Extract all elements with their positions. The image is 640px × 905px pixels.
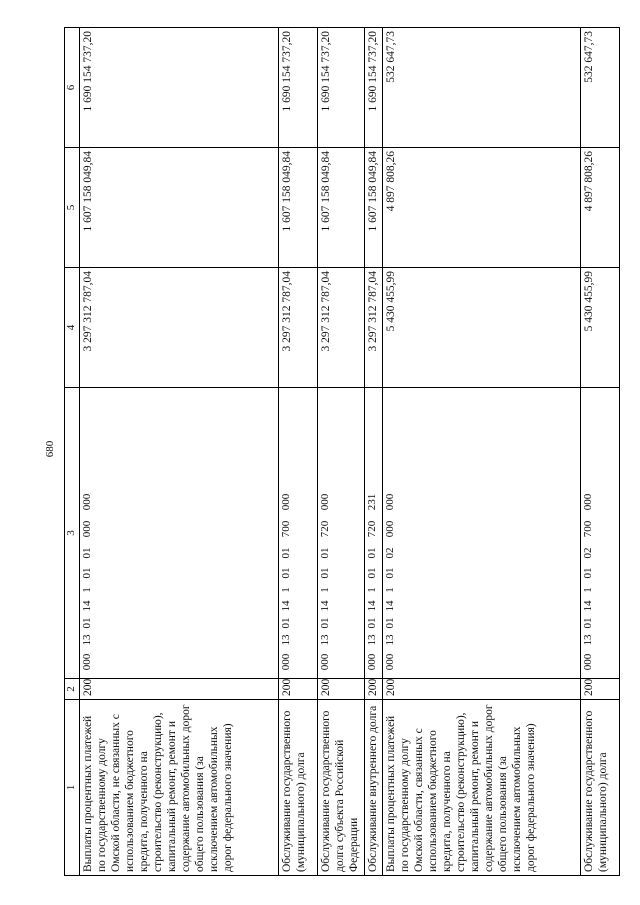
row-value-5: 1 607 158 049,84 — [278, 148, 317, 268]
row-budget-code: 00013011410101700000 — [278, 388, 317, 679]
column-header-3: 3 — [65, 388, 80, 679]
row-value-6: 1 690 154 737,20 — [278, 28, 317, 148]
column-header-4: 4 — [65, 268, 80, 388]
row-admin-code: 200 — [383, 679, 581, 700]
row-budget-code: 00013011410101000000 — [80, 388, 279, 679]
table-row — [383, 28, 581, 876]
row-value-5: 1 607 158 049,84 — [365, 148, 383, 268]
row-name: Обслуживание государственного (муниципального) долга — [278, 700, 317, 876]
row-value-4: 3 297 312 787,04 — [278, 268, 317, 388]
row-value-5: 1 607 158 049,84 — [317, 148, 364, 268]
row-name: Обслуживание государственного (муниципального) долга — [581, 700, 620, 876]
row-name: Выплаты процентных платежей по государственному долгу Омской области, не связанных с использованием бюджетного кредита, полученного на строительство (реконструкцию), капитальный ремонт, ремонт и содержание автомобильных дорог общего пользования (за исключением автомобильных дорог федерального значения) — [80, 700, 279, 876]
table-row — [365, 28, 383, 876]
row-admin-code: 200 — [317, 679, 364, 700]
row-value-6: 1 690 154 737,20 — [80, 28, 279, 148]
column-header-2: 2 — [65, 679, 80, 700]
column-header-5: 5 — [65, 148, 80, 268]
row-admin-code: 200 — [80, 679, 279, 700]
table-row — [581, 28, 620, 876]
row-value-6: 1 690 154 737,20 — [317, 28, 364, 148]
row-value-4: 3 297 312 787,04 — [80, 268, 279, 388]
row-budget-code: 00013011410101720231 — [365, 388, 383, 679]
row-value-4: 5 430 455,99 — [383, 268, 581, 388]
row-value-5: 1 607 158 049,84 — [80, 148, 279, 268]
page-number: 680 — [44, 440, 56, 458]
table-header-row — [65, 28, 80, 876]
row-budget-code: 00013011410102700000 — [581, 388, 620, 679]
row-value-6: 532 647,73 — [581, 28, 620, 148]
column-header-6: 6 — [65, 28, 80, 148]
row-admin-code: 200 — [365, 679, 383, 700]
table-row — [317, 28, 364, 876]
row-name: Обслуживание государственного долга субъекта Российской Федерации — [317, 700, 364, 876]
row-value-4: 3 297 312 787,04 — [365, 268, 383, 388]
column-header-1: 1 — [65, 700, 80, 876]
row-value-6: 1 690 154 737,20 — [365, 28, 383, 148]
row-name: Обслуживание внутреннего долга — [365, 700, 383, 876]
row-admin-code: 200 — [278, 679, 317, 700]
row-budget-code: 00013011410101720000 — [317, 388, 364, 679]
rotated-table-wrapper — [64, 28, 620, 876]
table-row — [278, 28, 317, 876]
table-row — [80, 28, 279, 876]
row-value-5: 4 897 808,26 — [581, 148, 620, 268]
row-admin-code: 200 — [581, 679, 620, 700]
row-budget-code: 00013011410102000000 — [383, 388, 581, 679]
budget-table — [64, 27, 620, 876]
row-value-5: 4 897 808,26 — [383, 148, 581, 268]
row-value-4: 3 297 312 787,04 — [317, 268, 364, 388]
row-value-4: 5 430 455,99 — [581, 268, 620, 388]
row-name: Выплаты процентных платежей по государственному долгу Омской области, связанных с использованием бюджетного кредита, полученного на строительство (реконструкцию), капитальный ремонт, ремонт и содержание автомобильных дорог общего пользования (за исключением автомобильных дорог федерального значения) — [383, 700, 581, 876]
row-value-6: 532 647,73 — [383, 28, 581, 148]
